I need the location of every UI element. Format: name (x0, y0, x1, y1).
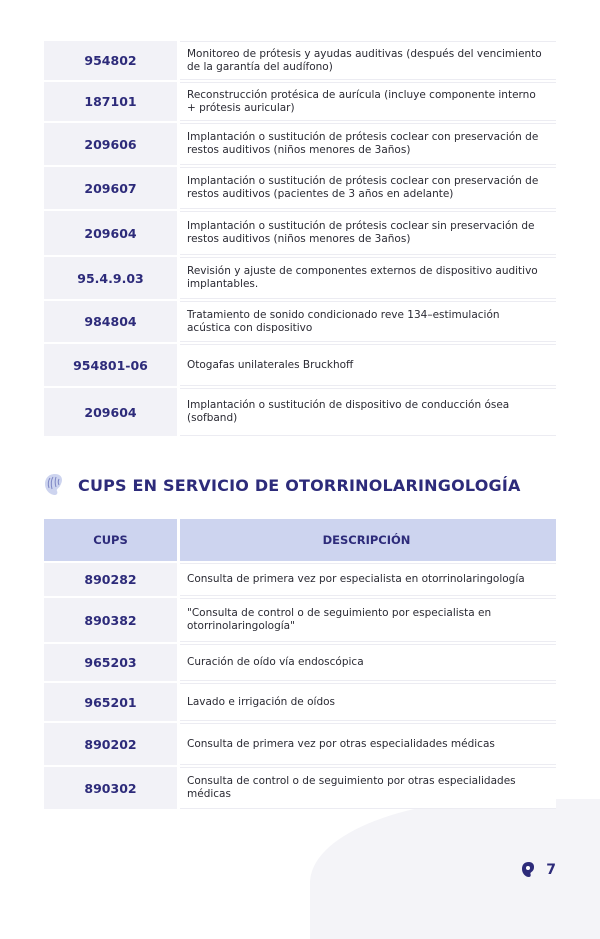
cups-code: 209604 (44, 388, 177, 436)
table-row (44, 723, 556, 765)
description: Implantación o sustitución de prótesis coclear con preservación de restos auditivos (niños menores de 3años) (180, 123, 556, 165)
page-number (520, 861, 556, 879)
cups-code: 954801-06 (44, 344, 177, 386)
table-row (44, 767, 556, 809)
cups-code: 965201 (44, 683, 177, 721)
table-row (44, 344, 556, 386)
description: Implantación o sustitución de prótesis coclear sin preservación de restos auditivos (niños menores de 3años) (180, 211, 556, 255)
description: Lavado e irrigación de oídos (180, 683, 556, 721)
table-row (44, 167, 556, 209)
cups-code: 984804 (44, 301, 177, 342)
cups-code: 95.4.9.03 (44, 257, 177, 299)
description: Implantación o sustitución de prótesis coclear con preservación de restos auditivos (pacientes de 3 años en adelante) (180, 167, 556, 209)
description: Revisión y ajuste de componentes externos de dispositivo auditivo implantables. (180, 257, 556, 299)
table-row (44, 257, 556, 299)
description: Consulta de control o de seguimiento por otras especialidades médicas (180, 767, 556, 809)
cups-code: 209604 (44, 211, 177, 255)
cups-code: 890202 (44, 723, 177, 765)
cups-code: 209606 (44, 123, 177, 165)
table-row (44, 301, 556, 342)
description: Implantación o sustitución de dispositivo de conducción ósea (sofband) (180, 388, 556, 436)
table-row (44, 598, 556, 642)
ear-icon (520, 861, 538, 879)
table-row (44, 211, 556, 255)
description: Curación de oído vía endoscópica (180, 644, 556, 681)
column-header-description: DESCRIPCIÓN (180, 519, 556, 561)
cups-code: 965203 (44, 644, 177, 681)
table-row (44, 683, 556, 721)
table-row (44, 644, 556, 681)
cups-code: 209607 (44, 167, 177, 209)
table-row (44, 123, 556, 165)
description: Otogafas unilaterales Bruckhoff (180, 344, 556, 386)
cups-code: 890302 (44, 767, 177, 809)
ear-icon (42, 472, 68, 498)
cups-code: 890282 (44, 563, 177, 596)
section-heading (42, 469, 521, 501)
table-row (44, 41, 556, 80)
description: "Consulta de control o de seguimiento por especialista en otorrinolaringología" (180, 598, 556, 642)
page-number-text: 7 (546, 862, 556, 878)
table-header (44, 519, 556, 561)
cups-code: 187101 (44, 82, 177, 121)
description: Tratamiento de sonido condicionado reve 134–estimulación acústica con dispositivo (180, 301, 556, 342)
table-row (44, 563, 556, 596)
description: Reconstrucción protésica de aurícula (incluye componente interno + prótesis auricular) (180, 82, 556, 121)
description: Consulta de primera vez por especialista en otorrinolaringología (180, 563, 556, 596)
section-title: CUPS EN SERVICIO DE OTORRINOLARINGOLOGÍA (78, 475, 521, 495)
table-row (44, 82, 556, 121)
description: Monitoreo de prótesis y ayudas auditivas (después del vencimiento de la garantía del audífono) (180, 41, 556, 80)
cups-code: 890382 (44, 598, 177, 642)
decorative-wave (310, 799, 600, 939)
table-row (44, 388, 556, 436)
cups-code: 954802 (44, 41, 177, 80)
column-header-cups: CUPS (44, 519, 177, 561)
description: Consulta de primera vez por otras especialidades médicas (180, 723, 556, 765)
